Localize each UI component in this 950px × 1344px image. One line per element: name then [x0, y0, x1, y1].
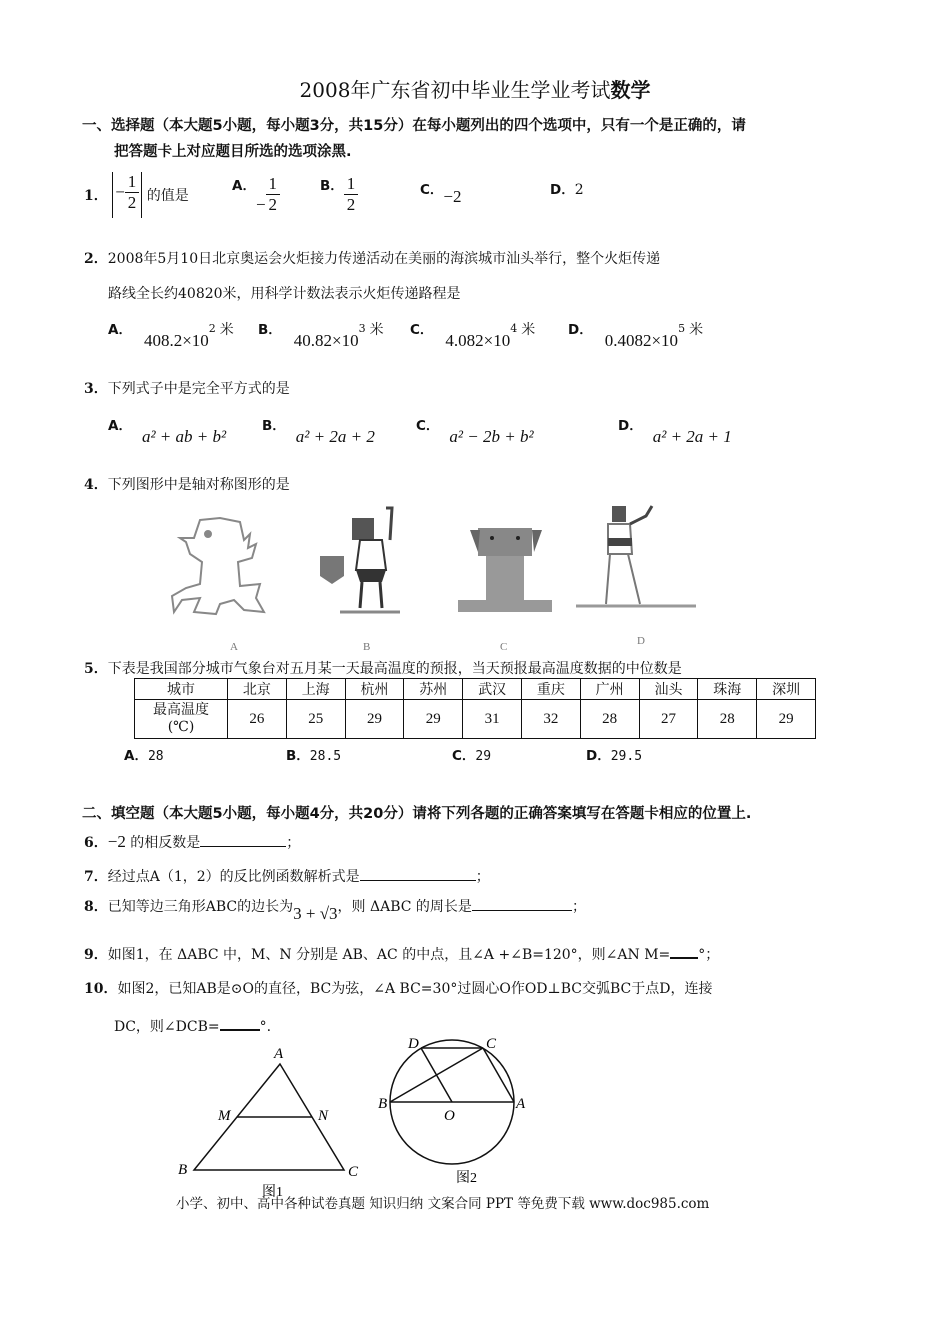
q3-option-a-expr: a² + ab + b² — [141, 427, 227, 446]
q4-label-c: C — [500, 641, 508, 653]
page-footer: 小学、初中、高中各种试卷真题 知识归纳 文案合同 PPT 等免费下载 www.doc985.com — [176, 1196, 710, 1212]
q3-option-a-label: A． — [108, 418, 132, 434]
question-10 — [84, 978, 712, 998]
q1-option-d — [550, 178, 584, 198]
q10-text-line1: 如图2，已知AB是⊙O的直径，BC为弦，∠A BC=30°过圆心O作OD⊥BC交弧BC于点D，连接 — [117, 981, 713, 997]
fig1-caption: 图1 — [262, 1185, 283, 1200]
q5-option-a-value: 28 — [147, 749, 164, 764]
q4-number: 4． — [84, 477, 108, 493]
question-3 — [84, 378, 290, 398]
question-5 — [84, 658, 682, 678]
table-city: 北京 — [228, 679, 287, 700]
q7-answer-blank[interactable] — [360, 880, 476, 881]
question-6 — [84, 832, 300, 852]
q5-option-d — [586, 744, 642, 764]
question-2-line1 — [84, 248, 660, 268]
title-main: 2008年广东省初中毕业生学业考试 — [299, 78, 611, 102]
q9-number: 9． — [84, 947, 108, 963]
q8-end: ； — [571, 899, 586, 915]
q8-text2: ，则 ΔABC 的周长是 — [337, 899, 472, 915]
q5-option-b-label: B． — [286, 748, 310, 764]
q1-option-b — [320, 174, 358, 215]
q3-number: 3． — [84, 381, 108, 397]
q10-text-line2b: °. — [259, 1019, 272, 1035]
q3-option-a — [108, 414, 227, 446]
question-7 — [84, 866, 490, 886]
q1-option-c — [420, 178, 462, 206]
q2-option-c-mantissa: 4.082×10 — [445, 331, 511, 350]
q3-option-b-label: B． — [262, 418, 286, 434]
question-9 — [84, 944, 719, 964]
q1-text: 的值是 — [146, 188, 189, 204]
q9-end: °； — [698, 947, 720, 963]
table-value-row — [135, 700, 816, 739]
q1-numerator: 1 — [125, 172, 140, 193]
section2-heading: 二、填空题（本大题5小题，每小题4分，共20分）请将下列各题的正确答案填写在答题卡相应的位置上. — [82, 806, 752, 822]
q10-number: 10． — [84, 981, 118, 997]
q1-option-a-label: A． — [232, 178, 256, 194]
q3-option-b — [262, 414, 375, 446]
q1-option-d-value: 2 — [574, 182, 584, 198]
table-row-label-2: (℃) — [167, 719, 195, 735]
table-city: 广州 — [580, 679, 639, 700]
q3-option-b-expr: a² + 2a + 2 — [295, 427, 375, 446]
q5-number: 5． — [84, 661, 108, 677]
q2-option-a-label: A． — [108, 322, 132, 338]
q2-option-d-unit: 米 — [689, 322, 704, 338]
q2-option-b-mantissa: 40.82×10 — [293, 331, 359, 350]
q6-number: 6． — [84, 835, 108, 851]
table-header-label: 城市 — [135, 679, 228, 700]
q2-option-a-exp: 2 — [208, 322, 216, 336]
fig2-caption: 图2 — [456, 1171, 477, 1186]
q2-option-c-label: C． — [410, 322, 434, 338]
q1-option-b-den: 2 — [346, 195, 356, 214]
table-row-label-1: 最高温度 — [153, 702, 209, 718]
question-8 — [84, 896, 586, 923]
table-city: 汕头 — [639, 679, 698, 700]
q6-text: 的相反数是 — [130, 835, 201, 851]
q1-option-a-sign: − — [255, 194, 266, 214]
table-temp: 29 — [345, 700, 404, 739]
table-temp: 27 — [639, 700, 698, 739]
table-temp: 25 — [286, 700, 345, 739]
q8-text1: 已知等边三角形ABC的边长为 — [107, 899, 294, 915]
fig2-chord-ca — [483, 1048, 514, 1102]
table-city: 深圳 — [757, 679, 816, 700]
table-city: 苏州 — [404, 679, 463, 700]
q5-temperature-table — [134, 678, 816, 739]
fig1-label-a: A — [274, 1046, 284, 1062]
q2-option-c-exp: 4 — [510, 322, 518, 336]
table-city: 珠海 — [698, 679, 757, 700]
q5-option-c-value: 29 — [475, 749, 492, 764]
q6-answer-blank[interactable] — [200, 846, 286, 847]
table-temp: 29 — [757, 700, 816, 739]
figure-1 — [170, 1040, 370, 1200]
table-city: 上海 — [286, 679, 345, 700]
q5-option-c — [452, 744, 491, 764]
q1-number: 1． — [84, 188, 108, 204]
q2-text-line2: 路线全长约40820米，用科学计数法表示火炬传递路程是 — [108, 286, 461, 302]
q4-figure-a — [172, 518, 264, 614]
q2-text-line1: 2008年5月10日北京奥运会火炬接力传递活动在美丽的海滨城市汕头举行，整个火炬传递 — [107, 251, 661, 267]
q2-option-b-unit: 米 — [369, 322, 384, 338]
fig1-label-c: C — [348, 1164, 359, 1180]
q10-answer-blank[interactable] — [220, 1029, 260, 1031]
q3-option-c-expr: a² − 2b + b² — [449, 427, 534, 446]
fig2-label-o: O — [444, 1108, 455, 1124]
table-temp: 28 — [580, 700, 639, 739]
table-temp: 26 — [228, 700, 287, 739]
q1-option-b-num: 1 — [344, 174, 359, 195]
q2-number: 2． — [84, 251, 108, 267]
q7-text: 经过点A（1，2）的反比例函数解析式是 — [107, 869, 360, 885]
q9-answer-blank[interactable] — [670, 957, 698, 959]
table-row-label — [135, 700, 228, 739]
page-title — [0, 74, 950, 103]
question-4 — [84, 474, 290, 494]
table-temp: 29 — [404, 700, 463, 739]
q3-option-d-expr: a² + 2a + 1 — [652, 427, 732, 446]
q1-option-d-label: D． — [550, 182, 575, 198]
q5-text: 下表是我国部分城市气象台对五月某一天最高温度的预报，当天预报最高温度数据的中位数是 — [107, 661, 682, 677]
q2-option-d-mantissa: 0.4082×10 — [604, 331, 679, 350]
q7-number: 7． — [84, 869, 108, 885]
q1-option-b-label: B． — [320, 178, 344, 194]
q5-option-d-value: 29.5 — [610, 749, 643, 764]
q2-option-a-mantissa: 408.2×10 — [143, 331, 209, 350]
q8-answer-blank[interactable] — [472, 910, 572, 911]
q8-number: 8． — [84, 899, 108, 915]
q5-option-b-value: 28.5 — [309, 749, 342, 764]
fig2-label-a: A — [516, 1096, 526, 1112]
table-city: 武汉 — [463, 679, 522, 700]
q3-option-c-label: C． — [416, 418, 440, 434]
q3-option-d-label: D． — [618, 418, 643, 434]
q1-sign: − — [115, 182, 125, 202]
table-temp: 32 — [521, 700, 580, 739]
q10-text-line2a: DC，则∠DCB= — [114, 1019, 220, 1035]
q10-line2 — [114, 1016, 271, 1036]
q4-figure-c — [458, 528, 552, 612]
table-temp: 28 — [698, 700, 757, 739]
q4-label-d: D — [637, 635, 645, 647]
q2-option-b-label: B． — [258, 322, 282, 338]
q6-end: ； — [286, 835, 301, 851]
title-subject: 数学 — [610, 78, 651, 102]
q4-figure-b — [320, 508, 400, 612]
q6-expr: −2 — [107, 832, 126, 851]
q4-label-b: B — [363, 641, 371, 653]
q1-denominator: 2 — [127, 193, 137, 212]
q1-option-a-num: 1 — [266, 174, 281, 195]
q3-option-d — [618, 414, 732, 446]
table-city: 杭州 — [345, 679, 404, 700]
q5-option-b — [286, 744, 341, 764]
q5-option-d-label: D． — [586, 748, 611, 764]
q2-option-b-exp: 3 — [358, 322, 366, 336]
q2-option-c-unit: 米 — [521, 322, 536, 338]
fig1-label-n: N — [318, 1108, 329, 1124]
q4-figures — [160, 500, 720, 660]
q1-option-c-label: C． — [420, 182, 444, 198]
q4-figure-d — [576, 506, 696, 606]
q8-expr: 3 + √3 — [293, 904, 338, 923]
table-city: 重庆 — [521, 679, 580, 700]
fig2-label-b: B — [378, 1096, 388, 1112]
q2-option-d-label: D． — [568, 322, 593, 338]
q7-end: ； — [475, 869, 490, 885]
fig2-label-c: C — [486, 1036, 497, 1052]
fig2-segment-od — [421, 1048, 452, 1102]
q1-option-c-value: −2 — [443, 187, 462, 206]
q1-abs-expression — [112, 172, 142, 218]
question-1 — [84, 172, 189, 222]
figure-2 — [370, 1030, 540, 1190]
q4-label-a: A — [230, 641, 238, 653]
table-temp: 31 — [463, 700, 522, 739]
table-header-row — [135, 679, 816, 700]
fig1-label-b: B — [178, 1162, 188, 1178]
q5-option-a — [124, 744, 164, 764]
q2-option-d-exp: 5 — [678, 322, 686, 336]
fig1-label-m: M — [218, 1108, 231, 1124]
q2-option-a-unit: 米 — [219, 322, 234, 338]
q9-text: 如图1，在 ΔABC 中，M、N 分别是 AB、AC 的中点，且∠A +∠B=120°，则∠AN M= — [107, 947, 671, 963]
q5-option-a-label: A． — [124, 748, 148, 764]
fig2-label-d: D — [408, 1036, 419, 1052]
q1-option-a-den: 2 — [268, 195, 278, 214]
section1-heading-line1: 一、选择题（本大题5小题，每小题3分，共15分）在每小题列出的四个选项中，只有一个是正确的，请 — [82, 118, 746, 134]
q3-option-c — [416, 414, 534, 446]
section1-heading-line2: 把答题卡上对应题目所选的选项涂黑. — [114, 144, 352, 160]
q3-text: 下列式子中是完全平方式的是 — [107, 381, 290, 397]
q1-option-a — [232, 174, 280, 215]
q4-text: 下列图形中是轴对称图形的是 — [107, 477, 290, 493]
q5-option-c-label: C． — [452, 748, 476, 764]
